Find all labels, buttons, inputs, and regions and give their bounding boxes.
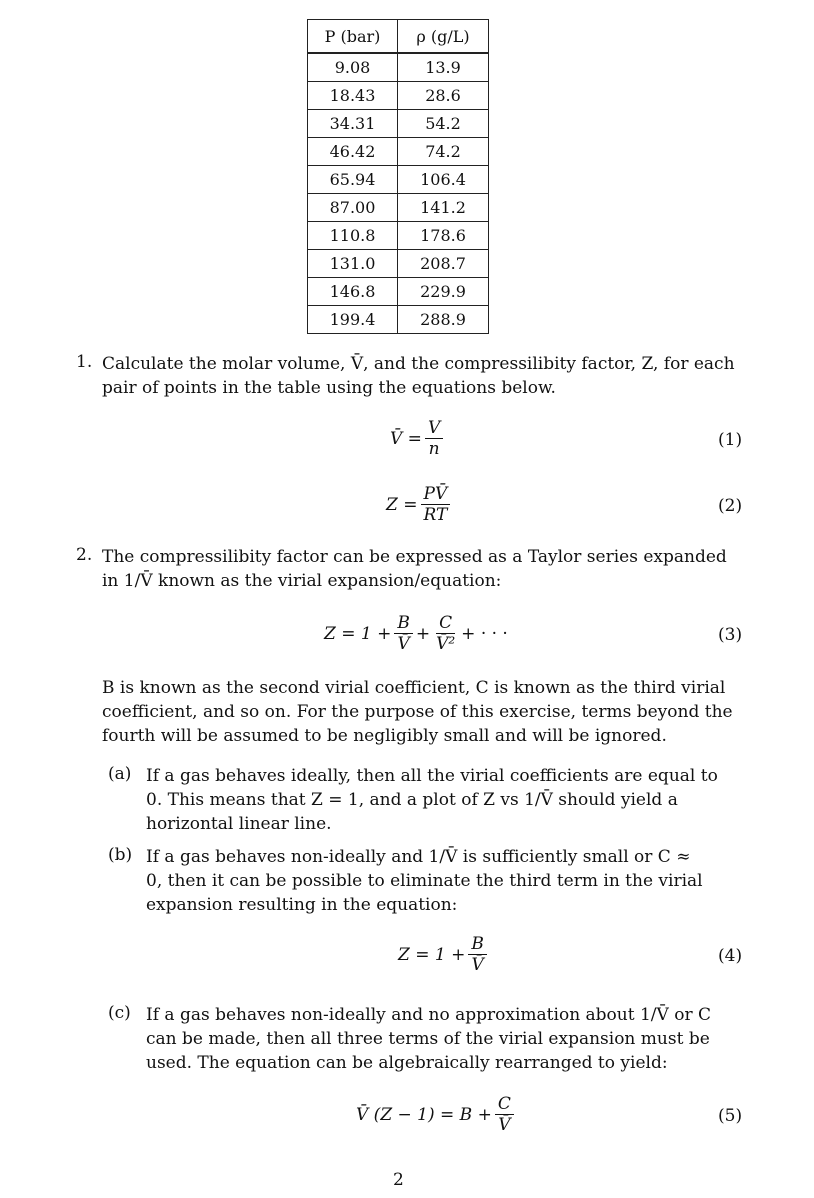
equation-3-plus: + [415, 623, 431, 644]
equation-2-fraction [420, 484, 450, 525]
density-cell: 288.9 [398, 306, 489, 334]
equation-1 [390, 418, 446, 459]
paragraph-line-3: fourth will be assumed to be negligibly small and will be ignored. [102, 726, 667, 746]
item-a-line-1: If a gas behaves ideally, then all the virial coefficients are equal to [146, 766, 718, 786]
table-row [308, 53, 489, 82]
equation-1-tag: (1) [718, 430, 743, 450]
paragraph-line-1: B is known as the second virial coefficient, C is known as the third virial [102, 678, 726, 698]
item-a-line-3: horizontal linear line. [146, 814, 332, 834]
column-header-density: ρ (g/L) [398, 20, 489, 54]
equation-3 [324, 613, 508, 654]
pressure-cell: 146.8 [308, 278, 398, 306]
pressure-cell: 87.00 [308, 194, 398, 222]
item-c-label: (c) [108, 1003, 131, 1023]
question-1-text [102, 352, 752, 400]
density-cell: 13.9 [398, 53, 489, 82]
question-2-text [102, 545, 752, 593]
equation-3-tag: (3) [718, 625, 743, 645]
item-a-label: (a) [108, 764, 132, 784]
equation-5-lhs: V̄ (Z − 1) = B + [356, 1104, 492, 1125]
density-cell: 178.6 [398, 222, 489, 250]
item-c-line-3: used. The equation can be algebraically rearranged to yield: [146, 1053, 668, 1073]
table-row [308, 194, 489, 222]
equation-1-numerator: V [425, 418, 443, 439]
item-b-label: (b) [108, 845, 133, 865]
equation-4-numerator: B [468, 934, 487, 955]
equation-3-numerator-b: B [394, 613, 413, 634]
equation-5 [356, 1094, 517, 1135]
density-cell: 106.4 [398, 166, 489, 194]
item-a-line-2: 0. This means that Z = 1, and a plot of Z vs 1/V̄ should yield a [146, 790, 678, 810]
pressure-cell: 199.4 [308, 306, 398, 334]
equation-3-denominator-b: V̄ [397, 634, 410, 654]
table-row [308, 82, 489, 110]
equation-3-fraction-c [433, 613, 458, 654]
density-cell: 74.2 [398, 138, 489, 166]
equation-1-fraction [425, 418, 443, 459]
equation-4-fraction [468, 934, 487, 975]
page-number: 2 [393, 1170, 404, 1190]
question-2-number: 2. [76, 545, 93, 565]
pressure-cell: 18.43 [308, 82, 398, 110]
item-c-line-2: can be made, then all three terms of the virial expansion must be [146, 1029, 710, 1049]
question-1-line-2: pair of points in the table using the equations below. [102, 378, 556, 398]
column-header-pressure: P (bar) [308, 20, 398, 54]
equation-4-lhs: Z = 1 + [398, 944, 466, 965]
item-a-text [146, 764, 752, 836]
pressure-cell: 110.8 [308, 222, 398, 250]
table-header-row [308, 20, 489, 54]
pressure-cell: 65.94 [308, 166, 398, 194]
pressure-cell: 34.31 [308, 110, 398, 138]
density-cell: 28.6 [398, 82, 489, 110]
paragraph-line-2: coefficient, and so on. For the purpose of this exercise, terms beyond the [102, 702, 733, 722]
equation-5-tag: (5) [718, 1106, 743, 1126]
item-b-line-1: If a gas behaves non-ideally and 1/V̄ is sufficiently small or C ≈ [146, 847, 691, 867]
equation-2-lhs: Z = [386, 494, 418, 515]
question-2-line-1: The compressilibity factor can be expressed as a Taylor series expanded [102, 547, 727, 567]
equation-2-numerator: PV̄ [421, 484, 451, 505]
equation-4-tag: (4) [718, 946, 743, 966]
equation-1-lhs: V̄ = [390, 428, 422, 449]
equation-3-tail: + · · · [461, 623, 508, 644]
table-row [308, 166, 489, 194]
equation-4 [398, 934, 490, 975]
density-cell: 141.2 [398, 194, 489, 222]
equation-3-numerator-c: C [436, 613, 455, 634]
question-1-line-1: Calculate the molar volume, V̄, and the compressilibity factor, Z, for each [102, 354, 735, 374]
table-row [308, 306, 489, 334]
equation-3-lhs: Z = 1 + [324, 623, 392, 644]
equation-2-denominator: RT [423, 505, 448, 525]
equation-3-fraction-b [394, 613, 413, 654]
item-c-line-1: If a gas behaves non-ideally and no approximation about 1/V̄ or C [146, 1005, 711, 1025]
item-b-text [146, 845, 752, 917]
equation-5-denominator: V̄ [498, 1115, 511, 1135]
pressure-cell: 9.08 [308, 53, 398, 82]
table-row [308, 222, 489, 250]
pressure-density-table [307, 19, 489, 334]
equation-5-numerator: C [495, 1094, 514, 1115]
question-2-line-2: in 1/V̄ known as the virial expansion/equation: [102, 571, 502, 591]
virial-coefficient-paragraph [102, 676, 752, 748]
density-cell: 229.9 [398, 278, 489, 306]
table-row [308, 138, 489, 166]
equation-3-denominator-c: V̄² [436, 634, 456, 654]
item-b-line-3: expansion resulting in the equation: [146, 895, 458, 915]
pressure-cell: 131.0 [308, 250, 398, 278]
table-row [308, 278, 489, 306]
density-cell: 208.7 [398, 250, 489, 278]
item-b-line-2: 0, then it can be possible to eliminate the third term in the virial [146, 871, 703, 891]
item-c-text [146, 1003, 752, 1075]
equation-4-denominator: V̄ [471, 955, 484, 975]
pressure-cell: 46.42 [308, 138, 398, 166]
table-row [308, 110, 489, 138]
density-cell: 54.2 [398, 110, 489, 138]
equation-5-fraction [495, 1094, 514, 1135]
equation-2 [386, 484, 453, 525]
question-1-number: 1. [76, 352, 93, 372]
equation-1-denominator: n [428, 439, 440, 459]
equation-2-tag: (2) [718, 496, 743, 516]
table-row [308, 250, 489, 278]
